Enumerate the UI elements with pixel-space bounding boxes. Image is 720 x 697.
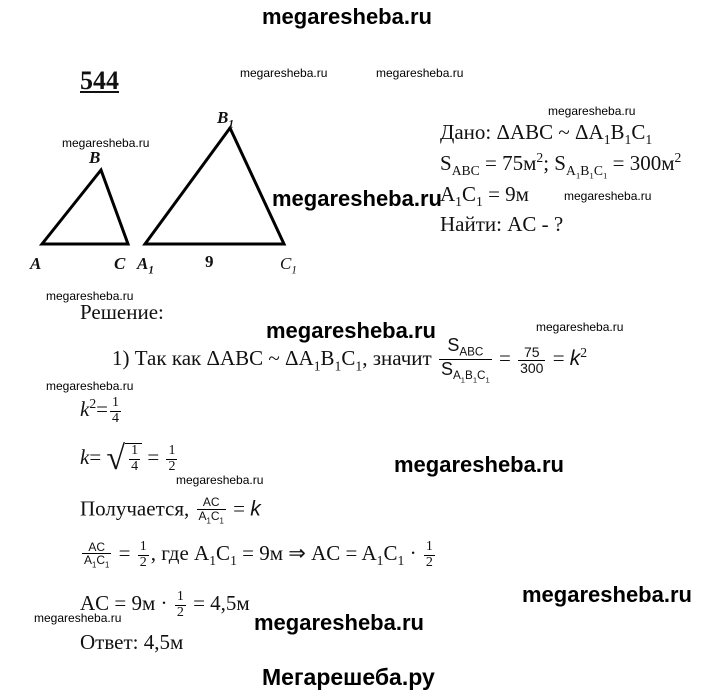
watermark-mid: megaresheba.ru [272,186,442,211]
label-side-9: 9 [205,252,214,271]
watermark-mid: megaresheba.ru [394,452,564,477]
solution-heading: Решение: [80,300,164,324]
watermark-small: megaresheba.ru [62,136,150,150]
solution-answer: Ответ: 4,5м [80,630,184,654]
watermark-small: megaresheba.ru [536,320,624,334]
watermark-small: megaresheba.ru [564,189,652,203]
solution-gets: Получается, $\frac{AC}{A_1C_1}$ = k [80,495,261,525]
watermark-mid: megaresheba.ru [266,318,436,343]
watermark-bottom: Мегарешеба.ру [262,664,435,690]
watermark-mid: megaresheba.ru [254,610,424,635]
solution-k-value: k= √ $\frac{1}{4}$ = $\frac{1}{2}$ [80,440,176,477]
watermark-small: megaresheba.ru [34,611,122,625]
label-a: A [30,254,42,273]
watermark-small: megaresheba.ru [176,473,264,487]
watermark-small: megaresheba.ru [240,66,328,80]
watermark-small: megaresheba.ru [376,66,464,80]
problem-number: 544 [80,66,119,95]
solution-step-1: 1) Так как ΔABC ~ $\Delta A_1B_1C_1$, значит $\frac{S_{ABC}}{S_{A_1B_1C_1}}$ = $\frac{75}{300}$ = $k^2$ [112,335,588,385]
label-b: B [89,148,101,167]
label-c: C [114,254,126,273]
label-a1: $A_1$ [137,254,154,277]
sqrt-one-quarter: √ $\frac{1}{4}$ [106,440,142,478]
given-line-2: $S_{ABC} = 75м^2$; $S_{A_1B_1C_1} = 300м^2$ [440,150,682,181]
triangle-abc [42,170,128,244]
watermark-mid: megaresheba.ru [522,582,692,607]
watermark-small: megaresheba.ru [548,104,636,118]
given-line-3: $A_1C_1 = 9м$ [440,182,529,210]
label-b1: $B_1$ [217,108,234,131]
given-find: Найти: AC - ? [440,212,564,236]
label-c1: $C_1$ [280,254,297,277]
watermark-top: megaresheba.ru [262,4,432,29]
watermark-small: megaresheba.ru [46,379,134,393]
solution-ac-result: AC = 9м · $\frac{1}{2}$ = 4,5м [80,589,250,620]
fraction-75-300: $\frac{75}{300}$ [520,344,544,376]
given-line-1: Дано: ΔABC ~ $\Delta A_1B_1C_1$ [440,120,653,148]
fraction-area-ratio: $\frac{S_{ABC}}{S_{A_1B_1C_1}}$ [440,335,490,385]
triangle-a1b1c1 [145,128,284,244]
solution-where: $\frac{AC}{A_1C_1}$ = $\frac{1}{2}$ , где $A_1C_1 = 9м$ ⇒ AC = $A_1C_1$ · $\frac{1}{2}$ [84,539,433,570]
solution-k-squared: $k^2=$ $\frac{1}{4}$ [80,395,119,426]
watermark-small: megaresheba.ru [46,289,134,303]
